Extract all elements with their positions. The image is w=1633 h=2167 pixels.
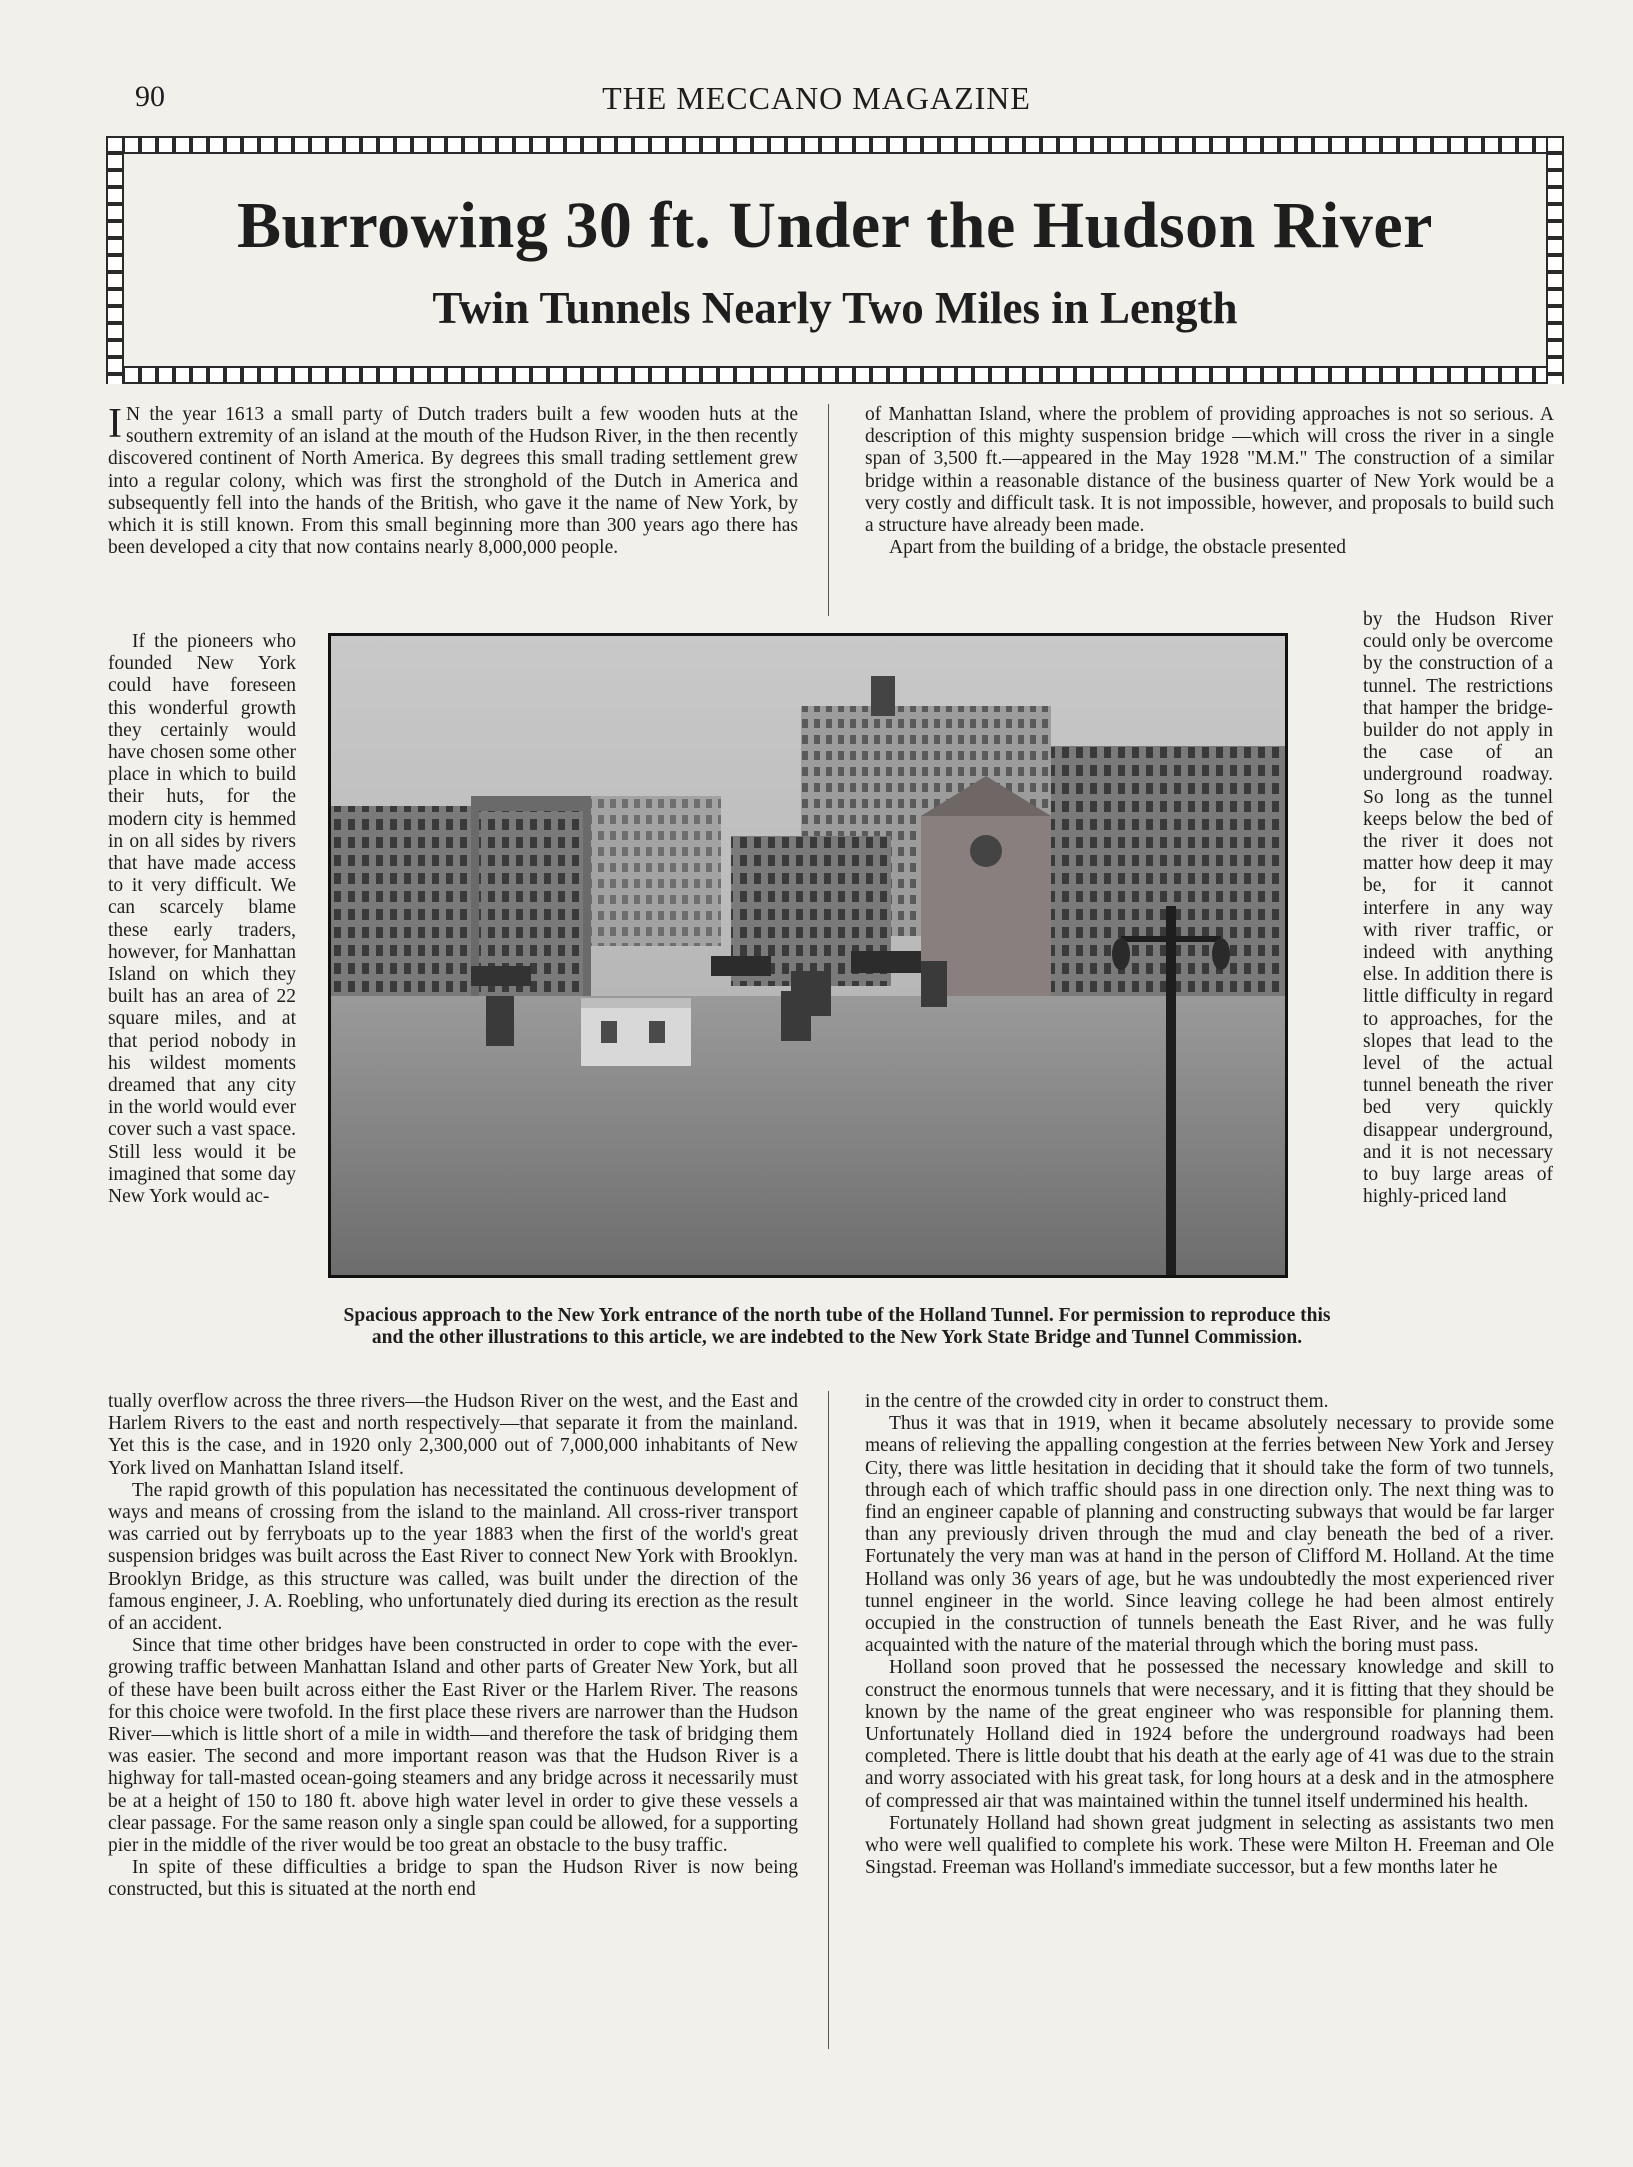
magazine-title: THE MECCANO MAGAZINE <box>602 80 1031 116</box>
paragraph: Fortunately Holland had shown great judgment in selecting as assistants two men who were well qualified to complete his work. These were Milton H. Freeman and Ole Singstad. Freeman was Holland's immediate successor, but a few months later he <box>865 1812 1554 1879</box>
paragraph: Apart from the building of a bridge, the obstacle presented <box>889 537 1347 559</box>
column-rule <box>828 1391 829 2049</box>
paragraph: The rapid growth of this population has necessitated the continuous development of ways and means of crossing from the island to the mainland. All cross-river transport was carried out by ferryboats up to the year 1883 when the first of the world's great suspension bridges was built across the East River to connect New York with Brooklyn. Brooklyn Bridge, as this structure was called, was built under the direction of the famous engineer, J. A. Roebling, who unfortunately died during its erection as the result of an accident. <box>108 1479 798 1635</box>
right-col-upper <box>865 404 1554 559</box>
holland-tunnel-photo <box>328 633 1288 1278</box>
right-col-lower <box>865 1391 1554 1879</box>
decorative-border-top <box>106 136 1564 154</box>
paragraph: in the centre of the crowded city in order to construct them. <box>865 1391 1329 1412</box>
paragraph: Thus it was that in 1919, when it became absolutely necessary to provide some means of relieving the appalling congestion at the ferries between New York and Jersey City, there was little hesitation in deciding that it should take the form of two tunnels, through each of which traffic should pass in one direction only. The next thing was to find an engineer capable of planning and constructing subways that would be far larger than any previously driven through the mud and clay beneath the bed of a river. Fortunately the very man was at hand in the person of Clifford M. Holland. At the time Holland was only 36 years of age, but he was undoubtedly the most experienced river tunnel engineer in the world. Since leaving college he had been almost entirely occupied in the construction of tunnels beneath the East River, and he was fully acquainted with the nature of the material through which the boring must pass. <box>865 1413 1554 1657</box>
paragraph: If the pioneers who founded New York could have foreseen this wonderful growth they certainly would have chosen some other place in which to build their huts, for the modern city is hemmed in on all sides by rivers that have made access to it very difficult. We can scarcely blame these early traders, however, for Manhattan Island on which they built has an area of 22 square miles, and at that period nobody in his wildest moments dreamed that any city in the world would ever cover such a vast space. Still less would it be imagined that some day New York would ac- <box>108 631 296 1208</box>
left-col-lower <box>108 1391 798 1902</box>
column-rule <box>828 404 829 616</box>
decorative-border-bottom <box>106 366 1564 384</box>
photo-illustration <box>331 636 1285 1275</box>
article-subtitle: Twin Tunnels Nearly Two Miles in Length <box>432 283 1238 333</box>
left-col-narrow <box>108 631 296 1208</box>
drop-cap: I <box>108 401 122 447</box>
paragraph: by the Hudson River could only be overcome by the construction of a tunnel. The restrictions that hamper the bridge-builder do not apply in the case of an underground roadway. So long as the tunnel keeps below the bed of the river it does not matter how deep it may be, for it cannot interfere in any way with river traffic, or indeed with anything else. In addition there is little difficulty in regard to approaches, for the slopes that lead to the level of the actual tunnel beneath the river bed very quickly disappear underground, and it is not necessary to buy large areas of highly-priced land <box>1363 609 1553 1208</box>
photo-caption: Spacious approach to the New York entrance of the north tube of the Holland Tunnel. For permission to reproduce this and the other illustrations to this article, we are indebted to the New York State Bridge and Tunnel Commission. <box>343 1305 1331 1348</box>
paragraph: of Manhattan Island, where the problem of providing approaches is not so serious. A description of this mighty suspension bridge —which will cross the river in a single span of 3,500 ft.—appeared in the May 1928 "M.M." The construction of a similar bridge within a reasonable distance of the business quarter of New York would be a very costly and difficult task. It is not impossible, however, and proposals to build such a structure have already been made. <box>865 404 1554 537</box>
paragraph: N the year 1613 a small party of Dutch traders built a few wooden huts at the southern extremity of an island at the mouth of the Hudson River, in the then recently discovered continent of North America. By degrees this small trading settlement grew into a regular colony, which was first the stronghold of the Dutch in America and subsequently fell into the hands of the British, who gave it the name of New York, by which it is still known. From this small beginning more than 300 years ago there has been developed a city that now contains nearly 8,000,000 people. <box>108 404 798 559</box>
page-number: 90 <box>135 80 165 113</box>
paragraph: Since that time other bridges have been constructed in order to cope with the ever-growing traffic between Manhattan Island and other parts of Greater New York, but all of these have been built across either the East River or the Harlem River. The reasons for this choice were twofold. In the first place these rivers are narrower than the Hudson River—which is little short of a mile in width—and therefore the task of bridging them was easier. The second and more important reason was that the Hudson River is a highway for tall-masted ocean-going steamers and any bridge across it necessarily must be at a height of 150 to 180 ft. above high water level in order to give these vessels a clear passage. For the same reason only a single span could be allowed, for a supporting pier in the middle of the river would be too great an obstacle to the busy traffic. <box>108 1635 798 1857</box>
paragraph: In spite of these difficulties a bridge to span the Hudson River is now being constructed, but this is situated at the north end <box>108 1857 798 1901</box>
left-col-intro <box>108 401 798 559</box>
right-col-narrow <box>1363 609 1553 1208</box>
article-title: Burrowing 30 ft. Under the Hudson River <box>237 189 1433 262</box>
paragraph: tually overflow across the three rivers—the Hudson River on the west, and the East and Harlem Rivers to the east and north respectively—that separate it from the mainland. Yet this is the case, and in 1920 only 2,300,000 out of 7,000,000 inhabitants of New York lived on Manhattan Island itself. <box>108 1391 798 1479</box>
paragraph: Holland soon proved that he possessed the necessary knowledge and skill to construct the enormous tunnels that were necessary, and it is fitting that they should be known by the name of the great engineer who was responsible for planning them. Unfortunately Holland died in 1924 before the underground roadways had been completed. There is little doubt that his death at the early age of 41 was due to the strain and worry associated with his great task, for long hours at a desk and in the atmosphere of compressed air that was maintained within the tunnel itself undermined his health. <box>865 1657 1554 1812</box>
running-header <box>0 80 1633 124</box>
title-box <box>106 136 1564 384</box>
